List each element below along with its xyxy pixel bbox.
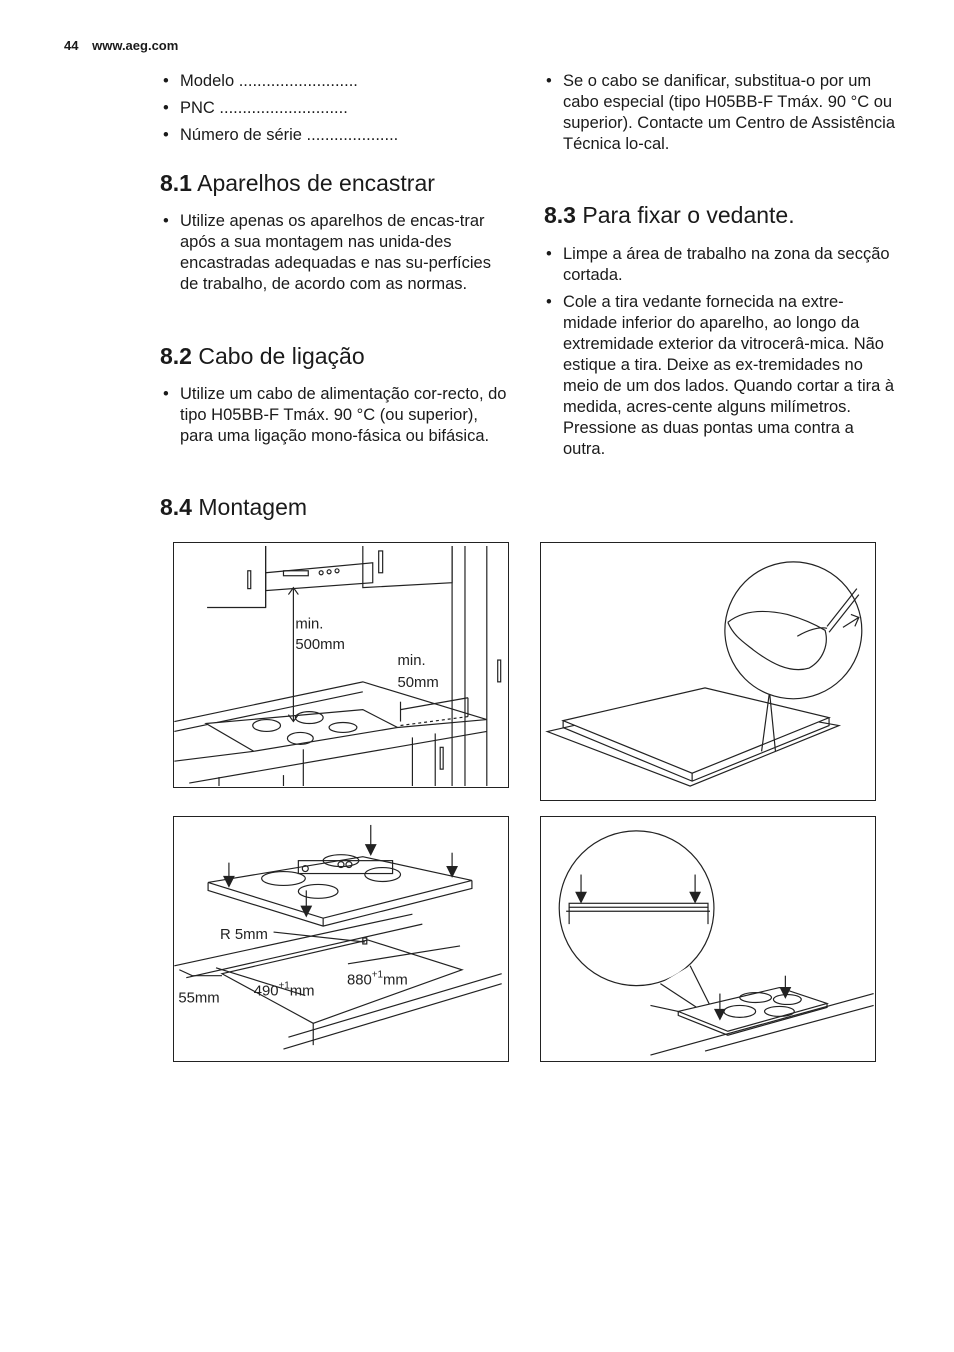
label-50mm: 50mm xyxy=(397,674,439,691)
figure-installation xyxy=(540,816,876,1062)
left-column-top-list xyxy=(161,71,521,146)
label-min-side: min. xyxy=(397,653,426,669)
figure-clearance xyxy=(173,542,509,788)
label-55mm: 55mm xyxy=(178,990,220,1007)
page-number: 44 xyxy=(64,38,79,53)
clearance-illustration xyxy=(174,543,508,787)
list-item: • Modelo .......................... xyxy=(161,71,521,92)
list-item: • PNC ............................ xyxy=(161,98,521,119)
section-8-3-body xyxy=(544,244,896,460)
website: www.aeg.com xyxy=(92,38,179,53)
heading-8-1: 8.1 Aparelhos de encastrar xyxy=(160,170,435,196)
list-item: • Utilize apenas os aparelhos de encas-trar após a sua montagem nas unida-des encastradas adequadas e nas su-perfícies de trabalho, de acordo com as normas. xyxy=(161,211,511,295)
list-item: • Limpe a área de trabalho na zona da secção cortada. xyxy=(544,244,896,286)
heading-8-2: 8.2 Cabo de ligação xyxy=(160,343,365,369)
label-490mm: $490^{+1}mm$ xyxy=(253,980,315,1000)
heading-8-3: 8.3 Para fixar o vedante. xyxy=(544,202,795,228)
list-item: • Cole a tira vedante fornecida na extre-midade inferior do aparelho, ao longo da extremidade exterior da vitrocerâ-mica. Não estique a tira. Deixe as ex-tremidades no meio de um dos lados. Quando cortar a tira à medida, acres-cente alguns milímetros. Pressione as duas pontas uma contra a outra. xyxy=(544,292,896,460)
list-item: • Utilize um cabo de alimentação cor-recto, do tipo H05BB-F Tmáx. 90 °C (ou superior), para uma ligação mono-fásica ou bifásica. xyxy=(161,384,511,447)
label-880mm: $880^{+1}mm$ xyxy=(346,969,408,989)
seal-illustration xyxy=(541,543,875,800)
label-min-top: min. xyxy=(295,616,324,633)
list-item: • Se o cabo se danificar, substitua-o por um cabo especial (tipo H05BB-F Tmáx. 90 °C ou superior). Contacte um Centro de Assistência Técnica lo-cal. xyxy=(544,71,896,155)
heading-8-4: 8.4 Montagem xyxy=(160,494,308,520)
installation-illustration xyxy=(541,817,875,1061)
cutout-illustration xyxy=(174,817,508,1061)
list-item: • Número de série .................... xyxy=(161,125,521,146)
figure-seal xyxy=(540,542,876,801)
label-r5mm: R 5mm xyxy=(219,927,268,943)
label-500mm: 500mm xyxy=(295,637,345,654)
page-header xyxy=(64,38,178,53)
section-8-2-body xyxy=(161,384,511,447)
right-column-top-list xyxy=(544,71,896,155)
figure-cutout-dimensions xyxy=(173,816,509,1062)
section-8-1-body xyxy=(161,211,511,295)
